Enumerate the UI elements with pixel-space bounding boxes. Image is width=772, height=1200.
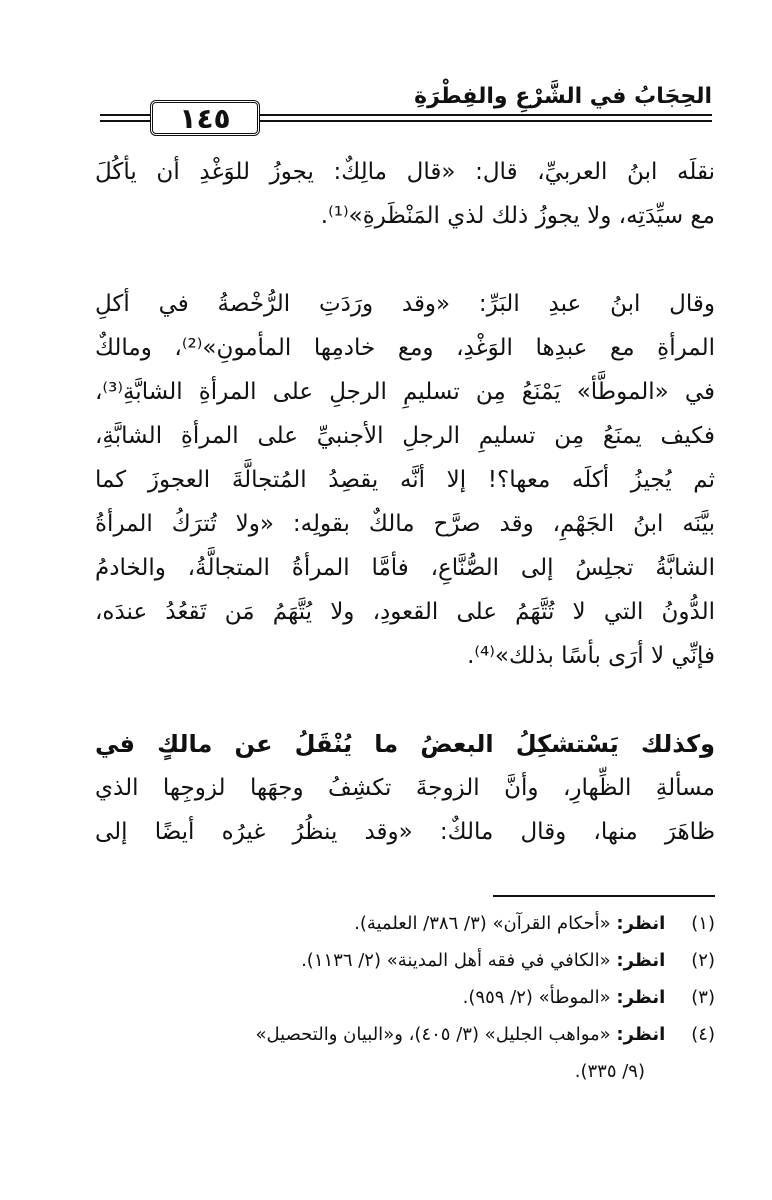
text-line: ظاهَرَ منها، وقال مالكٌ: «وقد ينظُرُ غيرُه أيضًا إلى: [95, 819, 715, 845]
footnote: [95, 979, 715, 1016]
footnote-label: انظر:: [616, 913, 666, 934]
footnote-number: (١): [691, 913, 715, 934]
text-line: الشابَّةُ تجلِسُ إلى الصُّنَّاعِ، فأمَّا المرأةُ المتجالَّةُ، والخادمُ: [95, 555, 715, 581]
text-line: المرأةِ مع عبدِها الوَغْدِ، ومع خادمِها المأمونِ»⁽²⁾، ومالكٌ: [95, 335, 715, 361]
footnote-text: «مواهب الجليل» (٣/ ٤٠٥)، و«البيان والتحصيل»: [255, 1024, 611, 1045]
text-line: فكيف يمنَعُ مِن تسليمِ الرجلِ الأجنبيِّ على المرأةِ الشابَّةِ،: [95, 423, 715, 449]
footnote-label: انظر:: [616, 987, 666, 1008]
footnote-number: (٣): [691, 987, 715, 1008]
text-line: فإنِّي لا أرَى بأسًا بذلك»⁽⁴⁾.: [467, 643, 715, 669]
paragraph: [95, 282, 715, 678]
header-rule: [260, 120, 712, 122]
footnote-number: (٤): [691, 1024, 715, 1045]
footnote: [95, 905, 715, 942]
text-line: ثم يُجيزُ أكلَه معها؟! إلا أنَّه يقصِدُ المُتجالَّةَ العجوزَ كما: [95, 467, 715, 493]
footnote-label: انظر:: [616, 1024, 666, 1045]
running-title: الحِجَابُ في الشَّرْعِ والفِطْرَةِ: [406, 84, 712, 109]
page-number: ١٤٥: [150, 100, 260, 136]
text-line: الدُّونُ التي لا تُتَّهَمُ على القعودِ، ولا يُتَّهَمُ مَن تَقعُدُ عندَه،: [95, 599, 715, 625]
header-rule: [100, 114, 150, 116]
footnote-separator: [493, 895, 715, 897]
footnote-continuation: (٩/ ٣٣٥).: [574, 1061, 645, 1082]
footnote-text: «الموطأ» (٢/ ٩٥٩).: [462, 987, 611, 1008]
footnote-label: انظر:: [616, 950, 666, 971]
text-line: وكذلك يَسْتشكِلُ البعضُ ما يُنْقَلُ عن مالكٍ في: [95, 730, 715, 758]
text-line: نقلَه ابنُ العربيِّ، قال: «قال مالِكٌ: يجوزُ للوَغْدِ أن يأكُلَ: [95, 159, 715, 185]
paragraph: [95, 722, 715, 854]
text-line: مسألةِ الظِّهارِ، وأنَّ الزوجةَ تكشِفُ وجهَها لزوجِها الذي: [95, 775, 715, 801]
footnote-number: (٢): [691, 950, 715, 971]
text-line: مع سيِّدَتِه، ولا يجوزُ ذلك لذي المَنْظَرةِ»⁽¹⁾.: [320, 203, 715, 229]
text-line: في «الموطَّأ» يَمْنَعُ مِن تسليمِ الرجلِ على المرأةِ الشابَّةِ⁽³⁾،: [95, 379, 715, 405]
page-header: [100, 84, 712, 142]
footnote-text: «الكافي في فقه أهل المدينة» (٢/ ١١٣٦).: [301, 950, 611, 971]
footnote: [95, 1016, 715, 1053]
text-line: وقال ابنُ عبدِ البَرِّ: «وقد ورَدَتِ الرُّخْصةُ في أكلِ: [95, 291, 715, 317]
footnote: [95, 942, 715, 979]
footnote-text: «أحكام القرآن» (٣/ ٣٨٦/ العلمية).: [354, 913, 611, 934]
text-line: بيَّنَه ابنُ الجَهْمِ، وقد صرَّح مالكٌ بقولِه: «ولا تُترَكُ المرأةُ: [95, 511, 715, 537]
footnotes: [95, 905, 715, 1090]
header-rule: [100, 120, 150, 122]
header-rule: [260, 114, 712, 116]
paragraph: [95, 150, 715, 238]
